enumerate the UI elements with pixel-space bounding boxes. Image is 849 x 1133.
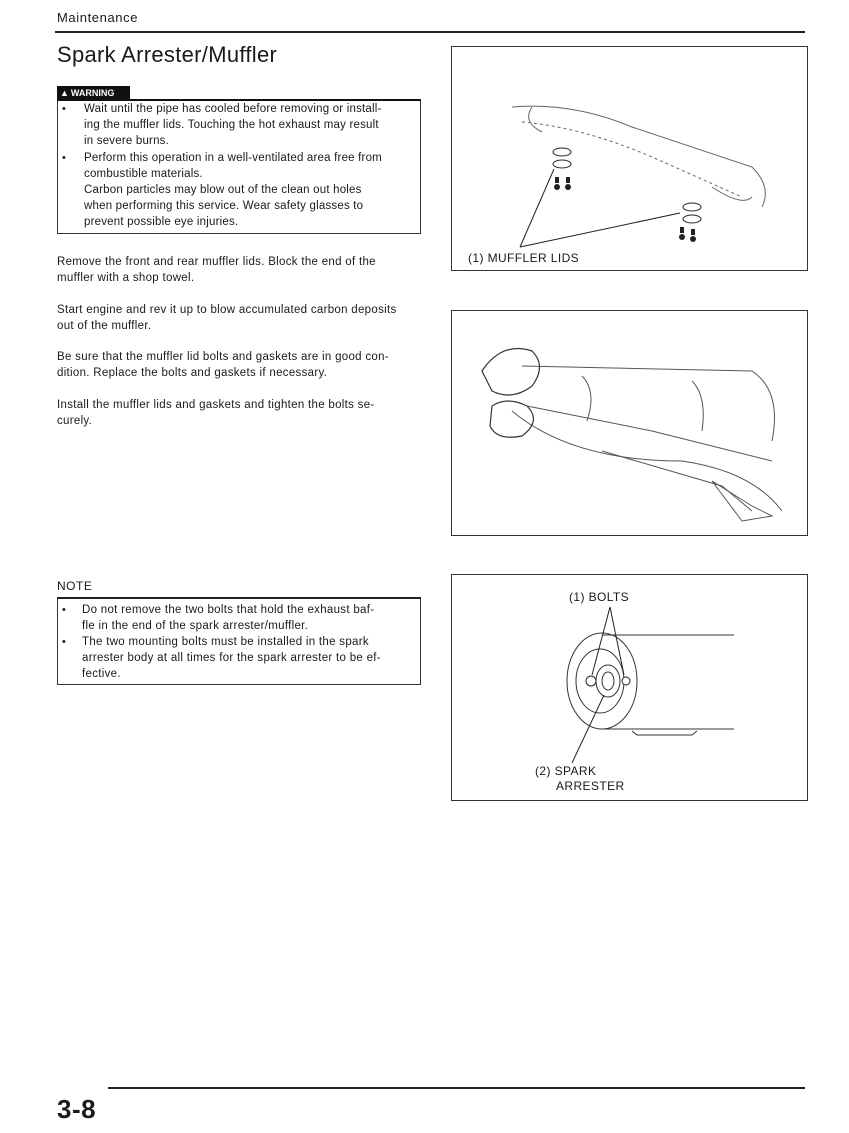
note-line: The two mounting bolts must be installed in the spark	[82, 636, 369, 648]
leader-line-front	[520, 169, 554, 247]
warning-line: prevent possible eye injuries.	[84, 216, 239, 228]
spark-arrester-body	[596, 665, 620, 697]
paragraph-line: Remove the front and rear muffler lids. Block the end of the	[57, 256, 376, 268]
spark-arrester-illustration	[452, 575, 809, 802]
warning-line: when performing this service. Wear safety glasses to	[84, 200, 364, 212]
hand-upper	[482, 349, 540, 396]
warning-line: Wait until the pipe has cooled before removing or install-	[84, 103, 382, 115]
muffler-lids-illustration	[452, 47, 809, 272]
muffler-band	[582, 376, 591, 421]
rear-bolt-1	[680, 227, 684, 233]
paragraph-line: Start engine and rev it up to blow accumulated carbon deposits	[57, 304, 397, 316]
front-bolt-2	[566, 177, 570, 183]
rev-engine-illustration	[452, 311, 809, 537]
bolt-right	[622, 677, 630, 685]
figure-label-arrester: ARRESTER	[556, 779, 625, 793]
note-line: arrester body at all times for the spark arrester to be ef-	[82, 652, 381, 664]
leader-line-rear	[520, 213, 680, 247]
figure-label-spark: (2) SPARK	[535, 764, 597, 778]
spark-arrester-center	[602, 672, 614, 690]
rear-bolt-head-2	[690, 236, 696, 242]
warning-line: ing the muffler lids. Touching the hot exhaust may result	[84, 119, 379, 131]
top-rule	[55, 31, 805, 33]
muffler-outline	[512, 106, 765, 207]
note-line: fle in the end of the spark arrester/muffler.	[82, 620, 309, 632]
front-bolt-1	[555, 177, 559, 183]
frame-line	[512, 411, 782, 511]
paragraph-check-bolts	[57, 349, 423, 381]
mount-bracket	[632, 731, 697, 735]
paragraph-remove-lids	[57, 254, 423, 286]
warning-badge-label: WARNING	[70, 88, 115, 98]
rear-lid	[683, 215, 701, 223]
front-bolt-head-1	[554, 184, 560, 190]
warning-line: Carbon particles may blow out of the clean out holes	[84, 184, 362, 196]
bullet: •	[62, 103, 67, 115]
bottom-rule	[108, 1087, 805, 1089]
note-label: NOTE	[57, 579, 93, 593]
paragraph-line: muffler with a shop towel.	[57, 272, 195, 284]
bolt-left	[586, 676, 596, 686]
note-line: fective.	[82, 668, 121, 680]
frame-lower	[602, 451, 752, 511]
hand-lower	[490, 401, 533, 437]
muffler-bottom	[527, 406, 772, 461]
paragraph-install-lids	[57, 397, 423, 429]
paragraph-line: out of the muffler.	[57, 320, 152, 332]
bullet: •	[62, 636, 67, 648]
warning-line: in severe burns.	[84, 135, 170, 147]
bullet: •	[62, 152, 67, 164]
page-number: 3-8	[57, 1094, 97, 1124]
paragraph-line: Install the muffler lids and gaskets and tighten the bolts se-	[57, 399, 375, 411]
paragraph-line: dition. Replace the bolts and gaskets if necessary.	[57, 367, 328, 379]
muffler-band-rear	[692, 381, 703, 431]
pipe-curve	[529, 107, 542, 132]
warning-badge	[57, 86, 130, 100]
warning-line: Perform this operation in a well-ventilated area free from	[84, 152, 382, 164]
bullet: •	[62, 604, 67, 616]
muffler-tip	[712, 187, 752, 200]
paragraph-line: Be sure that the muffler lid bolts and gaskets are in good con-	[57, 351, 389, 363]
warning-line: combustible materials.	[84, 168, 203, 180]
warning-triangle-icon: ▲	[60, 88, 69, 98]
figure-rev-engine	[451, 310, 808, 536]
note-line: Do not remove the two bolts that hold the exhaust baf-	[82, 604, 375, 616]
rear-bolt-head-1	[679, 234, 685, 240]
rear-lid-gasket	[683, 203, 701, 211]
section-header: Maintenance	[57, 10, 139, 25]
front-bolt-head-2	[565, 184, 571, 190]
figure-label-bolts: (1) BOLTS	[569, 590, 630, 604]
figure-label-muffler-lids: (1) MUFFLER LIDS	[468, 251, 580, 265]
paragraph-start-engine	[57, 302, 423, 334]
page-title: Spark Arrester/Muffler	[57, 42, 278, 67]
paragraph-line: curely.	[57, 415, 93, 427]
figure-muffler-lids	[451, 46, 808, 271]
front-lid	[553, 160, 571, 168]
rear-bolt-2	[691, 229, 695, 235]
front-lid-gasket	[553, 148, 571, 156]
figure-spark-arrester	[451, 574, 808, 801]
rear-bracket	[712, 481, 772, 521]
